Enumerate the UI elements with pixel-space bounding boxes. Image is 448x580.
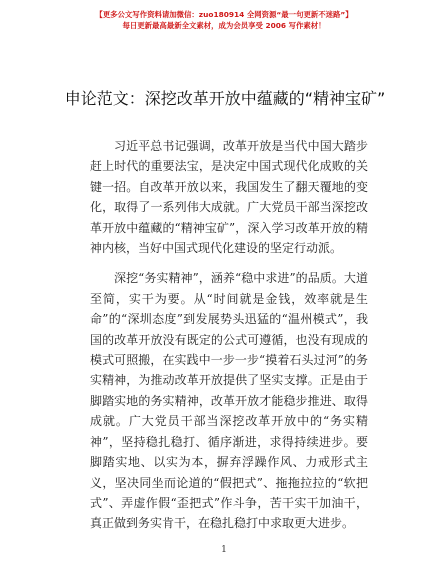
promo-banner-line-1: 【更多公文写作资料请加微信：zuo180914 全网资源“最一句更新不迷路”】: [95, 10, 353, 19]
document-title: 申论范文：深挖改革开放中蕴藏的“精神宝矿”: [64, 89, 386, 108]
body-paragraph-1: 习近平总书记强调，改革开放是当代中国大踏步赶上时代的重要法宝，是决定中国式现代化成败的关键一招。自改革开放以来，我国发生了翻天覆地的变化，取得了一系列伟大成就。广大党员干部当深挖改革开放中蕴藏的“精神宝矿”，深入学习改革开放的精神内核，当好中国式现代化建设的坚定行动派。: [90, 139, 368, 256]
page-number: 1: [221, 545, 227, 555]
promo-banner-line-2: 每日更新最高最新全文素材，成为会员享受 2006 写作素材！: [122, 21, 326, 30]
promo-banner: [0, 10, 448, 31]
document-body: [90, 136, 368, 544]
body-paragraph-2: 深挖“务实精神”，涵养“稳中求进”的品质。大道至简，实干为要。从“时间就是金钱，效率就是生命”的“深圳态度”到发展势头迅猛的“温州模式”，我国的改革开放没有既定的公式可遵循，也没有现成的模式可照搬，在实践中一步一步“摸着石头过河”的务实精神，为推动改革开放提供了坚实支撑。正是由于脚踏实地的务实精神，改革开放才能稳步推进、取得成就。广大党员干部当深挖改革开放中的“务实精神”，坚持稳扎稳打、循序渐进，求得持续进步。要脚踏实地、以实为本，摒弃浮躁作风、力戒形式主义，坚决同坐而论道的“假把式”、拖拖拉拉的“软把式”、弄虚作假“歪把式”作斗争，苦干实干加油干，真正做到务实肯干，在稳扎稳打中求取更大进步。: [90, 271, 368, 531]
